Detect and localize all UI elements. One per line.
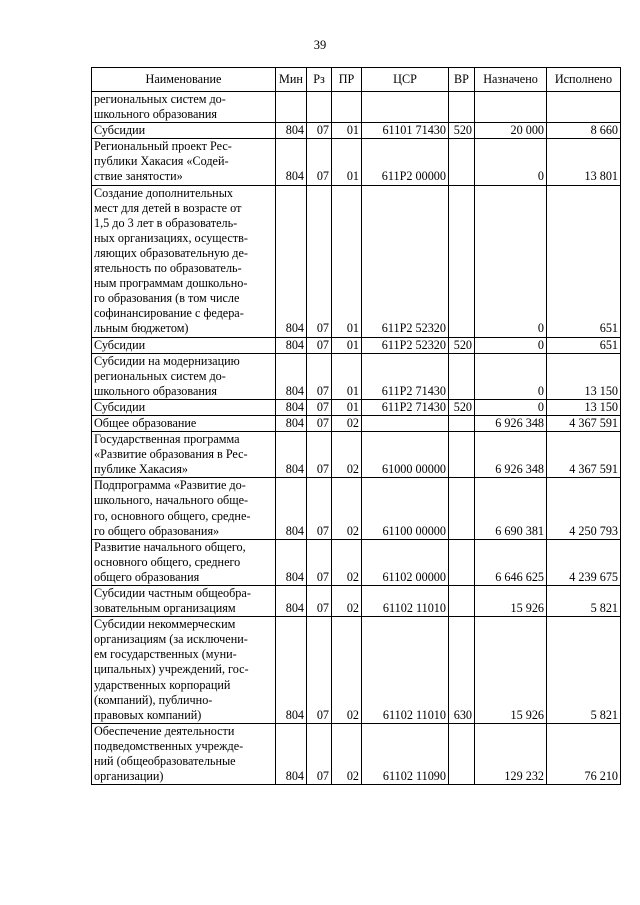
cell-executed: 5 821 [547,586,621,617]
table-row [92,353,621,399]
cell-name: Государственная программа «Развитие образования в Рес- публике Хакасия» [92,432,276,478]
cell-rz: 07 [307,415,332,431]
cell-rz: 07 [307,185,332,337]
cell-assigned: 6 926 348 [475,415,547,431]
table-row [92,723,621,784]
table-body [92,92,621,785]
table-row [92,139,621,185]
cell-assigned: 0 [475,399,547,415]
cell-min: 804 [276,723,307,784]
cell-vr [449,539,475,585]
cell-csr: 611P2 71430 [362,399,449,415]
cell-pr: 01 [332,185,362,337]
cell-csr: 61100 00000 [362,478,449,539]
cell-min: 804 [276,586,307,617]
table-row [92,432,621,478]
cell-min: 804 [276,353,307,399]
cell-name: Региональный проект Рес- публики Хакасия «Содей- ствие занятости» [92,139,276,185]
table-row [92,539,621,585]
cell-pr [332,92,362,123]
cell-executed: 76 210 [547,723,621,784]
cell-executed: 4 367 591 [547,432,621,478]
cell-min: 804 [276,337,307,353]
cell-vr: 520 [449,337,475,353]
cell-pr: 02 [332,415,362,431]
cell-vr [449,586,475,617]
cell-rz [307,92,332,123]
header-row [92,68,621,92]
cell-csr: 61000 00000 [362,432,449,478]
cell-min: 804 [276,185,307,337]
cell-vr [449,353,475,399]
cell-name: Общее образование [92,415,276,431]
cell-min: 804 [276,399,307,415]
cell-assigned: 0 [475,337,547,353]
cell-executed: 13 150 [547,353,621,399]
cell-pr: 02 [332,723,362,784]
cell-vr [449,139,475,185]
cell-assigned: 6 646 625 [475,539,547,585]
cell-pr: 02 [332,586,362,617]
cell-assigned [475,92,547,123]
cell-name: Субсидии частным общеобра- зовательным организациям [92,586,276,617]
cell-name: Субсидии некоммерческим организациям (за исключени- ем государственных (муни- ципальных) учреждений, гос- ударственных корпораций (компаний), публично- правовых компаний) [92,617,276,724]
cell-csr: 61101 71430 [362,123,449,139]
cell-name: Субсидии на модернизацию региональных систем до- школьного образования [92,353,276,399]
cell-csr: 61102 11010 [362,617,449,724]
cell-min: 804 [276,617,307,724]
cell-vr [449,723,475,784]
cell-rz: 07 [307,399,332,415]
cell-assigned: 6 690 381 [475,478,547,539]
header-csr: ЦСР [362,68,449,92]
cell-executed: 651 [547,337,621,353]
cell-executed: 4 250 793 [547,478,621,539]
header-assigned: Назначено [475,68,547,92]
table-row [92,92,621,123]
cell-csr [362,92,449,123]
cell-csr: 611P2 52320 [362,337,449,353]
cell-assigned: 0 [475,185,547,337]
table-row [92,617,621,724]
cell-name: Субсидии [92,123,276,139]
cell-rz: 07 [307,723,332,784]
page-number: 39 [313,38,327,52]
cell-name: Субсидии [92,337,276,353]
cell-rz: 07 [307,586,332,617]
cell-name: Создание дополнительных мест для детей в возрасте от 1,5 до 3 лет в образователь- ных организациях, осуществ- ляющих образовательную де- ятельность по образователь- ным программам дошкольно- го образования (в том числе софинансирование с федера- льным бюджетом) [92,185,276,337]
cell-name: Развитие начального общего, основного общего, среднего общего образования [92,539,276,585]
cell-pr: 01 [332,337,362,353]
cell-vr [449,432,475,478]
cell-vr [449,92,475,123]
cell-pr: 01 [332,123,362,139]
cell-csr: 611P2 52320 [362,185,449,337]
cell-rz: 07 [307,539,332,585]
header-rz: Рз [307,68,332,92]
cell-vr: 630 [449,617,475,724]
cell-vr: 520 [449,123,475,139]
cell-rz: 07 [307,478,332,539]
cell-rz: 07 [307,139,332,185]
table-row [92,399,621,415]
cell-pr: 02 [332,478,362,539]
cell-min: 804 [276,139,307,185]
cell-vr [449,185,475,337]
cell-rz: 07 [307,617,332,724]
cell-executed: 13 801 [547,139,621,185]
cell-min [276,92,307,123]
cell-pr: 02 [332,539,362,585]
cell-executed: 4 239 675 [547,539,621,585]
table-row [92,185,621,337]
cell-assigned: 0 [475,139,547,185]
cell-rz: 07 [307,337,332,353]
cell-csr: 611P2 00000 [362,139,449,185]
cell-pr: 01 [332,353,362,399]
cell-csr [362,415,449,431]
cell-name: Субсидии [92,399,276,415]
table-row [92,586,621,617]
cell-csr: 611P2 71430 [362,353,449,399]
cell-executed [547,92,621,123]
cell-min: 804 [276,415,307,431]
cell-assigned: 20 000 [475,123,547,139]
cell-rz: 07 [307,353,332,399]
header-executed: Исполнено [547,68,621,92]
cell-pr: 01 [332,399,362,415]
cell-min: 804 [276,123,307,139]
cell-assigned: 129 232 [475,723,547,784]
budget-table [91,67,621,785]
cell-name: Подпрограмма «Развитие до- школьного, начального обще- го, основного общего, средне- го общего образования» [92,478,276,539]
table-row [92,123,621,139]
cell-executed: 13 150 [547,399,621,415]
cell-pr: 02 [332,432,362,478]
cell-vr: 520 [449,399,475,415]
cell-executed: 8 660 [547,123,621,139]
cell-vr [449,415,475,431]
cell-min: 804 [276,539,307,585]
table-row [92,478,621,539]
cell-executed: 5 821 [547,617,621,724]
cell-csr: 61102 11090 [362,723,449,784]
header-min: Мин [276,68,307,92]
table-row [92,337,621,353]
cell-rz: 07 [307,432,332,478]
cell-executed: 4 367 591 [547,415,621,431]
cell-executed: 651 [547,185,621,337]
cell-assigned: 15 926 [475,617,547,724]
cell-csr: 61102 11010 [362,586,449,617]
header-pr: ПР [332,68,362,92]
cell-min: 804 [276,478,307,539]
cell-pr: 02 [332,617,362,724]
cell-min: 804 [276,432,307,478]
cell-csr: 61102 00000 [362,539,449,585]
cell-name: региональных систем до- школьного образования [92,92,276,123]
cell-name: Обеспечение деятельности подведомственных учрежде- ний (общеобразовательные организации) [92,723,276,784]
cell-rz: 07 [307,123,332,139]
cell-assigned: 6 926 348 [475,432,547,478]
cell-assigned: 0 [475,353,547,399]
table-row [92,415,621,431]
cell-vr [449,478,475,539]
header-vr: ВР [449,68,475,92]
cell-assigned: 15 926 [475,586,547,617]
cell-pr: 01 [332,139,362,185]
header-name: Наименование [92,68,276,92]
